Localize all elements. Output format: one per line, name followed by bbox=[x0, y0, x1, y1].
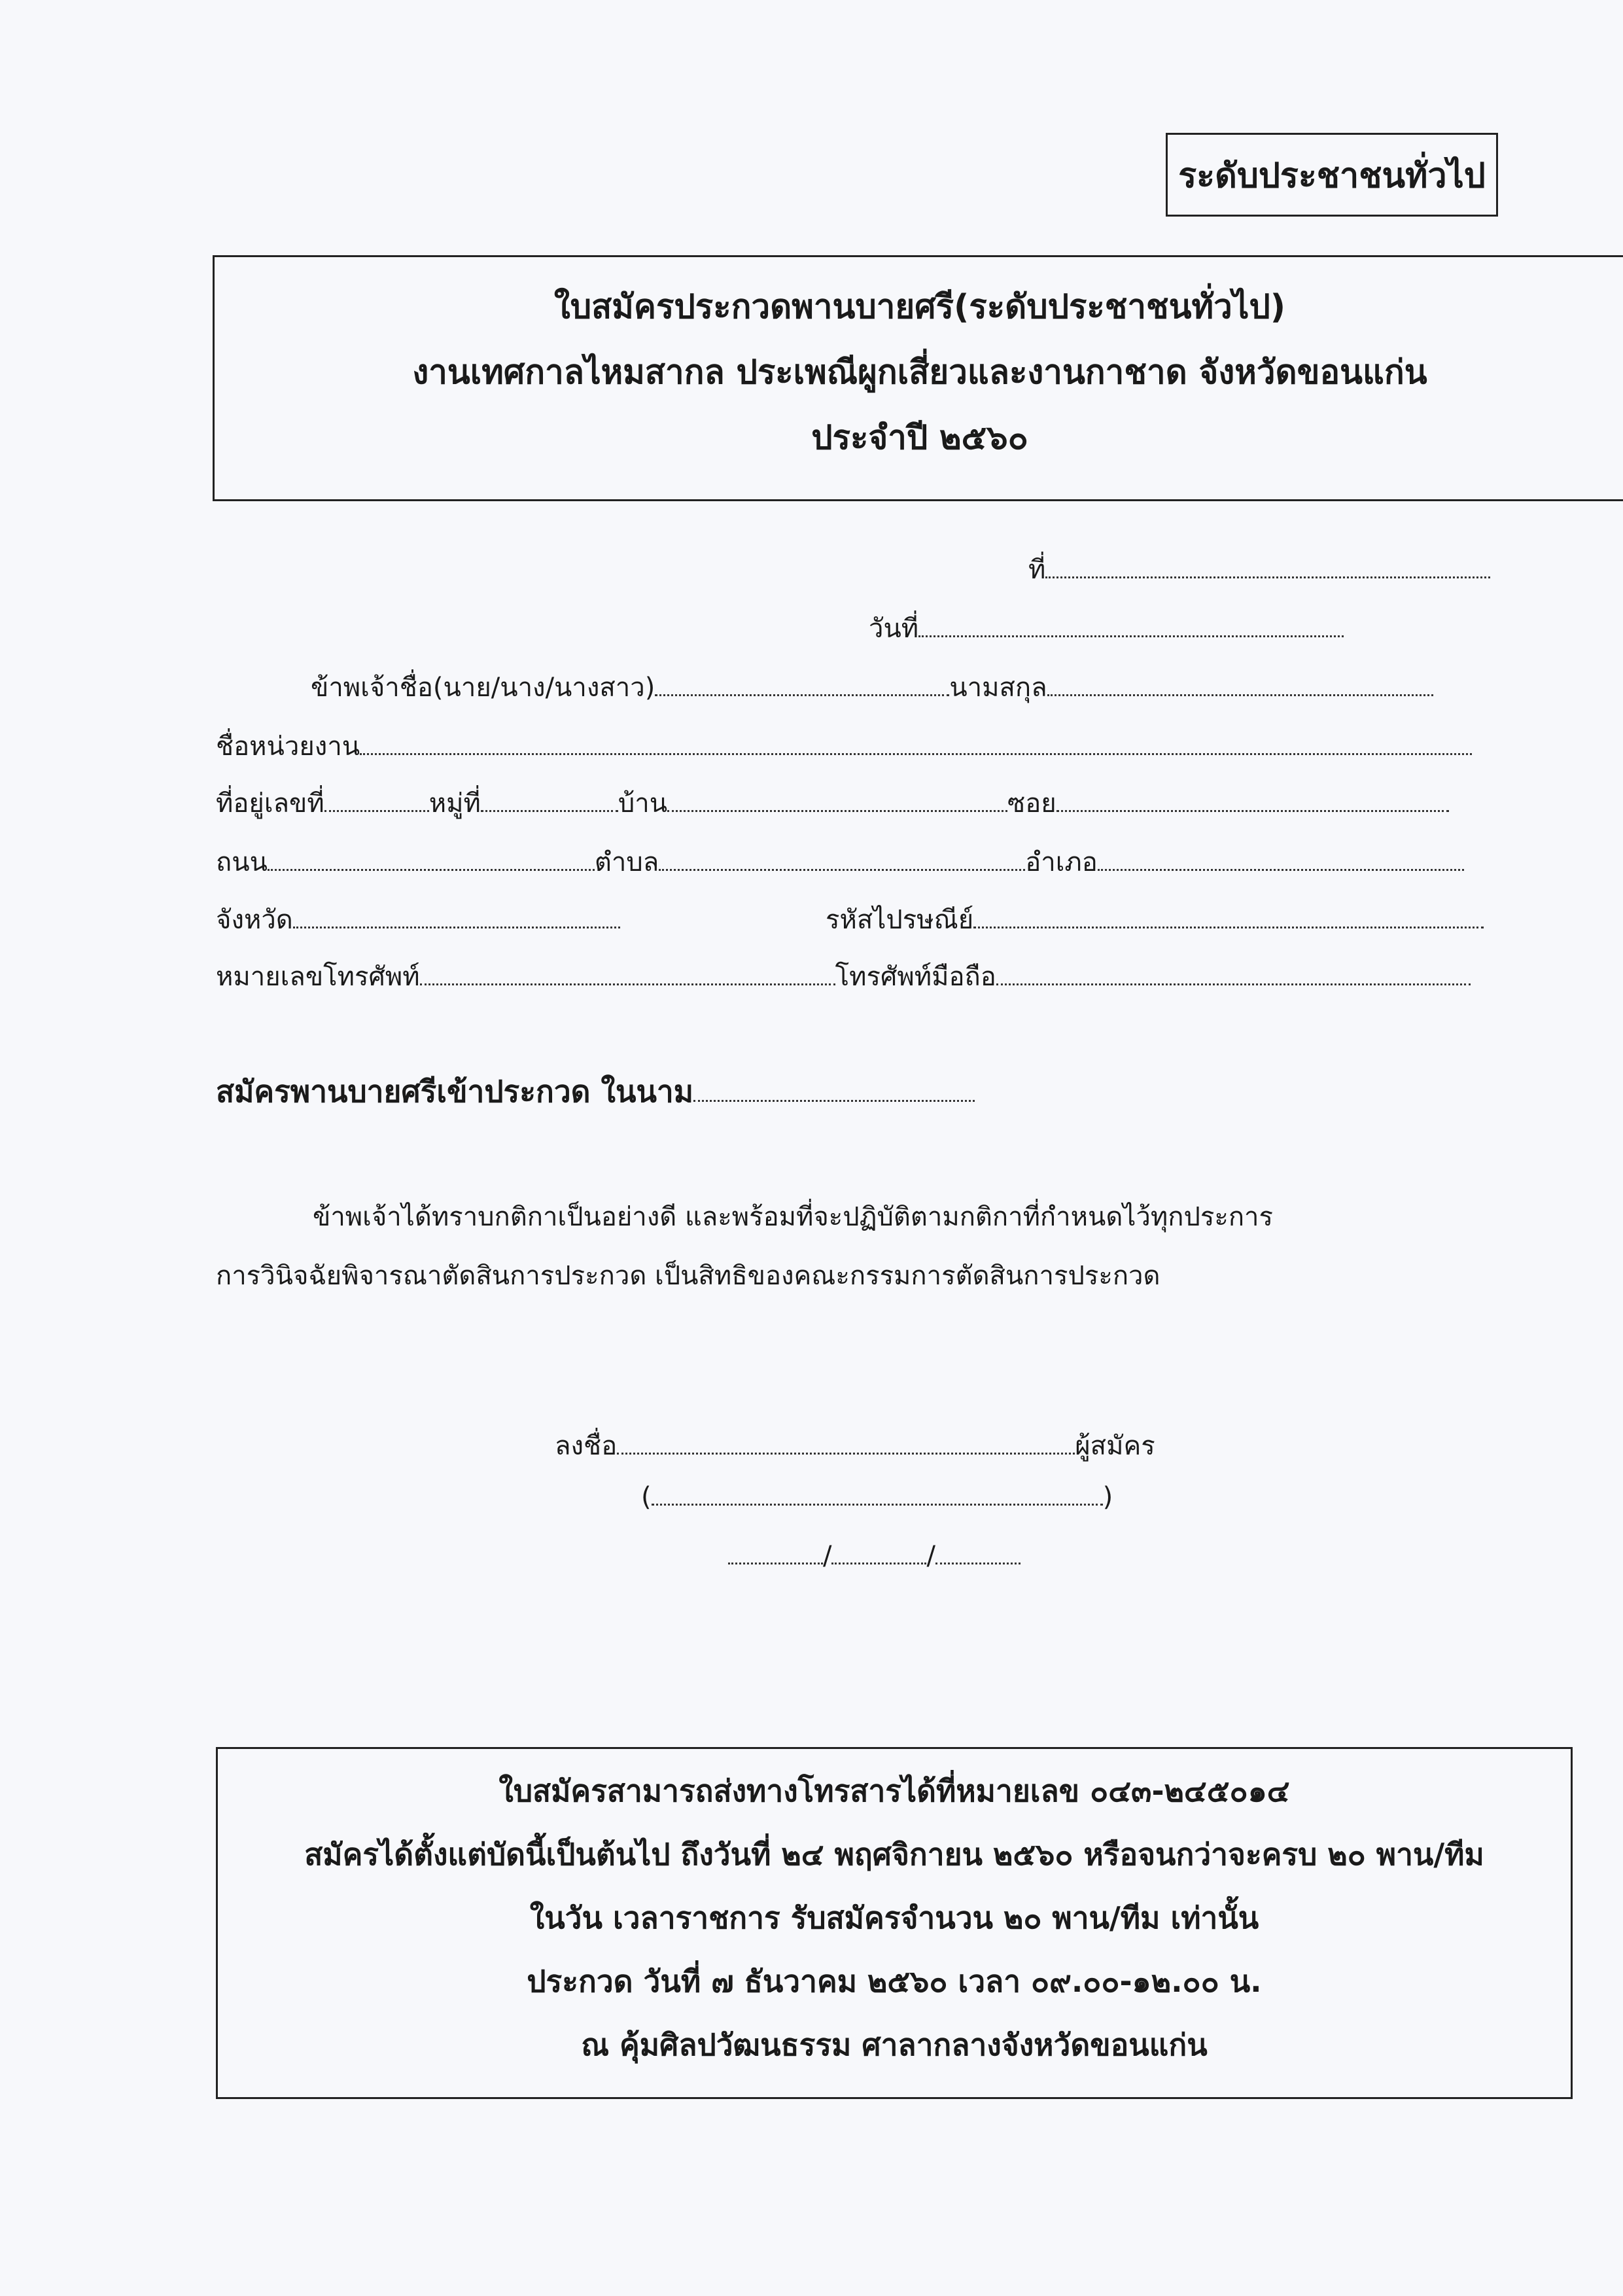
address-no-field[interactable] bbox=[324, 810, 429, 812]
village-field[interactable] bbox=[667, 810, 1007, 812]
village-label: บ้าน bbox=[618, 788, 668, 819]
mobile-field[interactable] bbox=[996, 983, 1471, 985]
moo-field[interactable] bbox=[481, 810, 618, 812]
province-row bbox=[216, 898, 620, 940]
info-line-4: ประกวด วันที่ ๗ ธันวาคม ๒๕๖๐ เวลา ๐๙.๐๐-๑๒.๐๐ น. bbox=[527, 1964, 1262, 1999]
name-label: ข้าพเจ้าชื่อ(นาย/นาง/นางสาว) bbox=[311, 673, 655, 703]
title-line-2: งานเทศกาลไหมสากล ประเพณีผูกเสี่ยวและงานกาชาด จังหวัดขอนแก่น bbox=[412, 353, 1427, 392]
title-line-1: ใบสมัครประกวดพานบายศรี(ระดับประชาชนทั่วไป) bbox=[553, 288, 1286, 327]
org-label: ชื่อหน่วยงาน bbox=[216, 732, 360, 762]
amphoe-field[interactable] bbox=[1098, 869, 1464, 871]
address-no-label: ที่อยู่เลขที่ bbox=[216, 788, 324, 819]
postcode-row bbox=[826, 898, 1484, 940]
name-row bbox=[311, 666, 1433, 708]
number-field[interactable] bbox=[1028, 548, 1490, 590]
province-label: จังหวัด bbox=[216, 905, 293, 935]
soi-label: ซอย bbox=[1007, 788, 1056, 819]
phone-row bbox=[216, 955, 1471, 997]
sign-year-field[interactable] bbox=[935, 1563, 1021, 1564]
paren-close: ) bbox=[1102, 1482, 1113, 1512]
road-field[interactable] bbox=[268, 869, 595, 871]
date-label: วันที่ bbox=[869, 614, 919, 644]
org-field[interactable] bbox=[360, 753, 1472, 755]
sign-label: ลงชื่อ bbox=[555, 1431, 618, 1461]
info-box bbox=[216, 1747, 1573, 2099]
org-row bbox=[216, 725, 1472, 767]
declaration-line-1: ข้าพเจ้าได้ทราบกติกาเป็นอย่างดี และพร้อมที่จะปฏิบัติตามกติกาที่กำหนดไว้ทุกประการ bbox=[313, 1202, 1273, 1232]
apply-row bbox=[216, 1068, 975, 1116]
road-row bbox=[216, 841, 1464, 883]
level-tag: ระดับประชาชนทั่วไป bbox=[1166, 133, 1498, 217]
tambon-field[interactable] bbox=[659, 869, 1025, 871]
printed-name-row bbox=[641, 1482, 1113, 1512]
address-row bbox=[216, 782, 1449, 824]
tambon-label: ตำบล bbox=[594, 847, 659, 877]
signature-field[interactable] bbox=[617, 1453, 1075, 1455]
info-line-5: ณ คุ้มศิลปวัฒนธรรม ศาลากลางจังหวัดขอนแก่น bbox=[581, 2027, 1208, 2062]
printed-name-field[interactable] bbox=[652, 1504, 1103, 1506]
phone-label: หมายเลขโทรศัพท์ bbox=[216, 962, 420, 992]
soi-field[interactable] bbox=[1056, 810, 1449, 812]
declaration-line-2: การวินิจฉัยพิจารณาตัดสินการประกวด เป็นสิทธิของคณะกรรมการตัดสินการประกวด bbox=[216, 1261, 1161, 1291]
date-field[interactable] bbox=[869, 607, 1344, 649]
date-slash-1: / bbox=[823, 1541, 832, 1571]
name-field[interactable] bbox=[655, 694, 949, 696]
paren-open: ( bbox=[641, 1482, 652, 1512]
road-label: ถนน bbox=[216, 847, 268, 877]
surname-label: นามสกุล bbox=[949, 673, 1047, 703]
surname-field[interactable] bbox=[1047, 694, 1433, 696]
apply-label: สมัครพานบายศรีเข้าประกวด ในนาม bbox=[216, 1074, 694, 1109]
info-line-3: ในวัน เวลาราชการ รับสมัครจำนวน ๒๐ พาน/ทีม เท่านั้น bbox=[529, 1900, 1259, 1935]
amphoe-label: อำเภอ bbox=[1025, 847, 1098, 877]
moo-label: หมู่ที่ bbox=[428, 788, 481, 819]
sign-date-row bbox=[728, 1541, 1021, 1571]
info-line-2: สมัครได้ตั้งแต่บัดนี้เป็นต้นไป ถึงวันที่ ๒๔ พฤศจิกายน ๒๕๖๐ หรือจนกว่าจะครบ ๒๐ พาน/ทีม bbox=[304, 1837, 1484, 1872]
applicant-label: ผู้สมัคร bbox=[1075, 1431, 1155, 1461]
title-line-3: ประจำปี ๒๕๖๐ bbox=[811, 419, 1028, 457]
title-box bbox=[213, 255, 1623, 501]
postcode-label: รหัสไปรษณีย์ bbox=[826, 905, 974, 935]
postcode-field[interactable] bbox=[973, 927, 1484, 928]
province-field[interactable] bbox=[293, 927, 620, 928]
sign-day-field[interactable] bbox=[728, 1563, 823, 1564]
number-label: ที่ bbox=[1028, 555, 1046, 585]
mobile-label: โทรศัพท์มือถือ bbox=[835, 962, 996, 992]
date-slash-2: / bbox=[926, 1541, 935, 1571]
sign-month-field[interactable] bbox=[831, 1563, 926, 1564]
signature-row bbox=[555, 1424, 1155, 1466]
apply-name-field[interactable] bbox=[693, 1100, 975, 1102]
info-line-1: ใบสมัครสามารถส่งทางโทรสารได้ที่หมายเลข ๐๔๓-๒๔๕๐๑๔ bbox=[498, 1773, 1290, 1809]
phone-field[interactable] bbox=[420, 983, 835, 985]
